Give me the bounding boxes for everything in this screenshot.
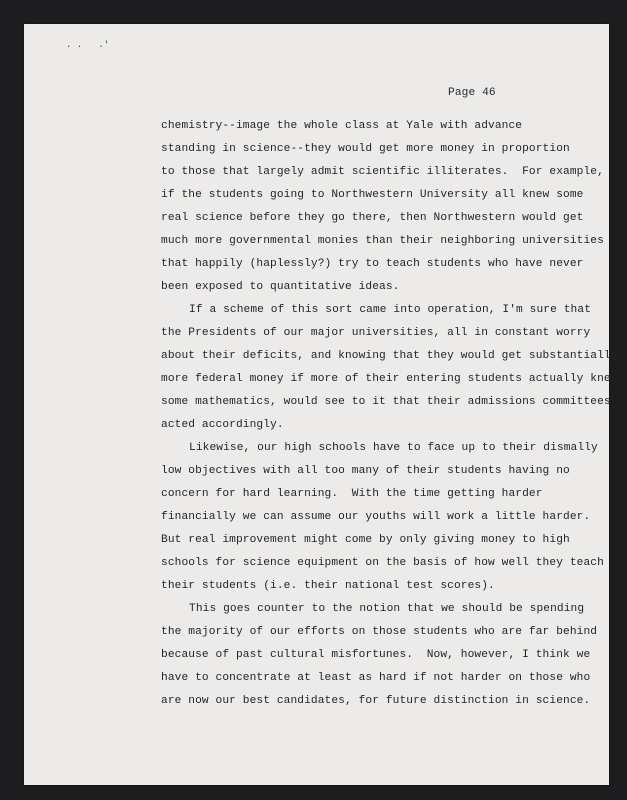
text-line: concern for hard learning. With the time getting harder [161, 488, 543, 500]
text-line: acted accordingly. [161, 419, 284, 431]
text-line: have to concentrate at least as hard if not harder on those who [161, 672, 591, 684]
text-line: If a scheme of this sort came into operation, I'm sure that [189, 304, 592, 316]
text-line: schools for science equipment on the basis of how well they teach [161, 557, 604, 569]
text-line: if the students going to Northwestern University all knew some [161, 189, 584, 201]
text-line: because of past cultural misfortunes. Now, however, I think we [161, 649, 591, 661]
text-line: chemistry--image the whole class at Yale with advance [161, 120, 523, 132]
text-line: low objectives with all too many of their students having no [161, 465, 570, 477]
text-line: to those that largely admit scientific illiterates. For example, [161, 166, 604, 178]
text-line: real science before they go there, then Northwestern would get [161, 212, 584, 224]
text-line: This goes counter to the notion that we should be spending [189, 603, 585, 615]
text-line: the Presidents of our major universities, all in constant worry [161, 327, 591, 339]
text-line: are now our best candidates, for future distinction in science. [161, 695, 591, 707]
document-page [24, 24, 618, 785]
text-line: much more governmental monies than their neighboring universities [161, 235, 604, 247]
text-line: Likewise, our high schools have to face up to their dismally [189, 442, 598, 454]
text-line: the majority of our efforts on those students who are far behind [161, 626, 598, 638]
page-number: Page 46 [448, 87, 496, 99]
text-line: But real improvement might come by only giving money to high [161, 534, 570, 546]
text-line: their students (i.e. their national test scores). [161, 580, 495, 592]
body-text [161, 115, 618, 713]
text-line: financially we can assume our youths will work a little harder. [161, 511, 591, 523]
text-line: some mathematics, would see to it that their admissions committees [161, 396, 611, 408]
text-line: that happily (haplessly?) try to teach students who have never [161, 258, 584, 270]
text-line: standing in science--they would get more money in proportion [161, 143, 570, 155]
text-line: been exposed to quantitative ideas. [161, 281, 400, 293]
text-line: about their deficits, and knowing that they would get substantially [161, 350, 618, 362]
text-line: more federal money if more of their entering students actually knew [161, 373, 618, 385]
corner-marks: . . .' [66, 40, 110, 50]
